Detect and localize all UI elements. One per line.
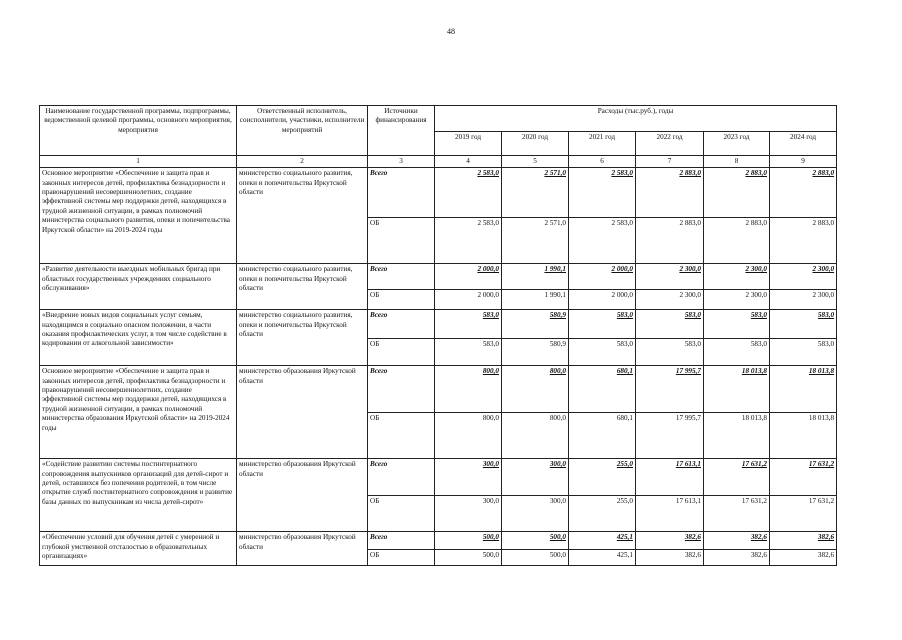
total-amount: 2 000,0 [569, 264, 636, 290]
header-year: 2024 год [770, 132, 837, 156]
activity-name: Основное мероприятие «Обеспечение и защита прав и законных интересов детей, профилактика безнадзорности и правонарушений несовершеннолетних, создание эффективной системы мер поддержки детей, находящихся в трудной жизненной ситуации, в рамках полномочий министерства образования Иркутской области» на 2019-2024 годы [40, 366, 237, 459]
responsible-executor: министерство образования Иркутской области [237, 366, 368, 459]
column-number: 1 [40, 156, 237, 168]
ob-amount: 2 300,0 [770, 290, 837, 310]
total-amount: 680,1 [569, 366, 636, 413]
ob-amount: 17 613,1 [636, 496, 704, 532]
ob-amount: 583,0 [636, 339, 704, 366]
source-total: Всего [368, 366, 435, 413]
total-amount: 18 013,8 [770, 366, 837, 413]
total-amount: 500,0 [502, 532, 569, 550]
total-amount: 583,0 [569, 310, 636, 339]
responsible-executor: министерство социального развития, опеки и попечительства Иркутской области [237, 310, 368, 366]
source-total: Всего [368, 532, 435, 550]
ob-amount: 680,1 [569, 413, 636, 459]
header-year: 2022 год [636, 132, 704, 156]
ob-amount: 2 883,0 [704, 218, 770, 264]
source-total: Всего [368, 168, 435, 218]
activity-name: Основное мероприятие «Обеспечение и защита прав и законных интересов детей, профилактика безнадзорности и правонарушений несовершеннолетних, создание эффективной системы мер поддержки детей, находящихся в трудной жизненной ситуации, в рамках полномочий министерства социального развития, опеки и попечительства Иркутской области» на 2019-2024 годы [40, 168, 237, 264]
ob-amount: 500,0 [435, 550, 502, 566]
page-number: 48 [447, 27, 455, 36]
ob-amount: 18 013,8 [704, 413, 770, 459]
total-amount: 255,0 [569, 459, 636, 496]
ob-amount: 2 583,0 [435, 218, 502, 264]
ob-amount: 17 631,2 [770, 496, 837, 532]
total-amount: 17 631,2 [704, 459, 770, 496]
ob-amount: 2 883,0 [636, 218, 704, 264]
ob-amount: 382,6 [636, 550, 704, 566]
column-number: 3 [368, 156, 435, 168]
header-name: Наименование государственной программы, подпрограммы, ведомственной целевой программы, основного мероприятия, мероприятия [40, 106, 237, 156]
source-ob: ОБ [368, 413, 435, 459]
ob-amount: 1 990,1 [502, 290, 569, 310]
total-amount: 2 571,0 [502, 168, 569, 218]
ob-amount: 2 583,0 [569, 218, 636, 264]
header-executor: Ответственный исполнитель, соисполнители, участники, исполнители мероприятий [237, 106, 368, 156]
total-amount: 2 300,0 [636, 264, 704, 290]
ob-amount: 300,0 [435, 496, 502, 532]
source-ob: ОБ [368, 496, 435, 532]
column-number: 6 [569, 156, 636, 168]
total-amount: 300,0 [502, 459, 569, 496]
responsible-executor: министерство социального развития, опеки и попечительства Иркутской области [237, 168, 368, 264]
total-amount: 2 583,0 [569, 168, 636, 218]
total-amount: 583,0 [435, 310, 502, 339]
total-amount: 425,1 [569, 532, 636, 550]
source-total: Всего [368, 310, 435, 339]
ob-amount: 2 000,0 [569, 290, 636, 310]
responsible-executor: министерство социального развития, опеки и попечительства Иркутской области [237, 264, 368, 310]
total-amount: 2 883,0 [770, 168, 837, 218]
header-source: Источники финансирования [368, 106, 435, 156]
ob-amount: 800,0 [502, 413, 569, 459]
ob-amount: 583,0 [569, 339, 636, 366]
total-amount: 2 583,0 [435, 168, 502, 218]
ob-amount: 18 013,8 [770, 413, 837, 459]
total-amount: 2 300,0 [704, 264, 770, 290]
ob-amount: 583,0 [704, 339, 770, 366]
column-number: 9 [770, 156, 837, 168]
ob-amount: 300,0 [502, 496, 569, 532]
ob-amount: 382,6 [770, 550, 837, 566]
source-ob: ОБ [368, 290, 435, 310]
activity-name: «Внедрение новых видов социальных услуг семьям, находящимся в социально опасном положении, в части оказания профилактических услуг, в том числе содействие в кодировании от алкогольной зависимости» [40, 310, 237, 366]
ob-amount: 382,6 [704, 550, 770, 566]
activity-name: «Содействие развитию системы постинтернатного сопровождения выпускников организаций для детей-сирот и детей, оставшихся без попечения родителей, в том числе открытие служб постинтернатного сопровождения и развитие базы данных по выпускникам из числа детей-сирот» [40, 459, 237, 532]
ob-amount: 500,0 [502, 550, 569, 566]
column-number: 5 [502, 156, 569, 168]
ob-amount: 583,0 [435, 339, 502, 366]
responsible-executor: министерство образования Иркутской области [237, 459, 368, 532]
source-ob: ОБ [368, 218, 435, 264]
ob-amount: 2 300,0 [636, 290, 704, 310]
responsible-executor: министерство образования Иркутской области [237, 532, 368, 566]
column-number: 4 [435, 156, 502, 168]
total-amount: 382,6 [770, 532, 837, 550]
total-amount: 18 013,8 [704, 366, 770, 413]
source-total: Всего [368, 459, 435, 496]
ob-amount: 255,0 [569, 496, 636, 532]
total-amount: 300,0 [435, 459, 502, 496]
ob-amount: 2 000,0 [435, 290, 502, 310]
total-amount: 800,0 [502, 366, 569, 413]
total-amount: 17 995,7 [636, 366, 704, 413]
ob-amount: 425,1 [569, 550, 636, 566]
budget-table [39, 105, 837, 566]
total-amount: 583,0 [636, 310, 704, 339]
column-number: 2 [237, 156, 368, 168]
source-ob: ОБ [368, 550, 435, 566]
header-expenses: Расходы (тыс.руб.), годы [435, 106, 837, 132]
header-year: 2021 год [569, 132, 636, 156]
total-amount: 580,9 [502, 310, 569, 339]
ob-amount: 2 571,0 [502, 218, 569, 264]
total-amount: 2 300,0 [770, 264, 837, 290]
total-amount: 382,6 [704, 532, 770, 550]
ob-amount: 800,0 [435, 413, 502, 459]
header-year: 2020 год [502, 132, 569, 156]
total-amount: 500,0 [435, 532, 502, 550]
column-number: 8 [704, 156, 770, 168]
ob-amount: 17 995,7 [636, 413, 704, 459]
total-amount: 2 883,0 [704, 168, 770, 218]
ob-amount: 17 631,2 [704, 496, 770, 532]
activity-name: «Обеспечение условий для обучения детей с умеренной и глубокой умственной отсталостью в образовательных организациях» [40, 532, 237, 566]
activity-name: «Развитие деятельности выездных мобильных бригад при областных государственных учреждениях социального обслуживания» [40, 264, 237, 310]
total-amount: 2 000,0 [435, 264, 502, 290]
source-total: Всего [368, 264, 435, 290]
ob-amount: 580,9 [502, 339, 569, 366]
total-amount: 2 883,0 [636, 168, 704, 218]
total-amount: 800,0 [435, 366, 502, 413]
total-amount: 1 990,1 [502, 264, 569, 290]
header-year: 2019 год [435, 132, 502, 156]
total-amount: 17 631,2 [770, 459, 837, 496]
header-year: 2023 год [704, 132, 770, 156]
column-number: 7 [636, 156, 704, 168]
ob-amount: 583,0 [770, 339, 837, 366]
ob-amount: 2 300,0 [704, 290, 770, 310]
total-amount: 382,6 [636, 532, 704, 550]
total-amount: 583,0 [704, 310, 770, 339]
source-ob: ОБ [368, 339, 435, 366]
total-amount: 17 613,1 [636, 459, 704, 496]
total-amount: 583,0 [770, 310, 837, 339]
ob-amount: 2 883,0 [770, 218, 837, 264]
